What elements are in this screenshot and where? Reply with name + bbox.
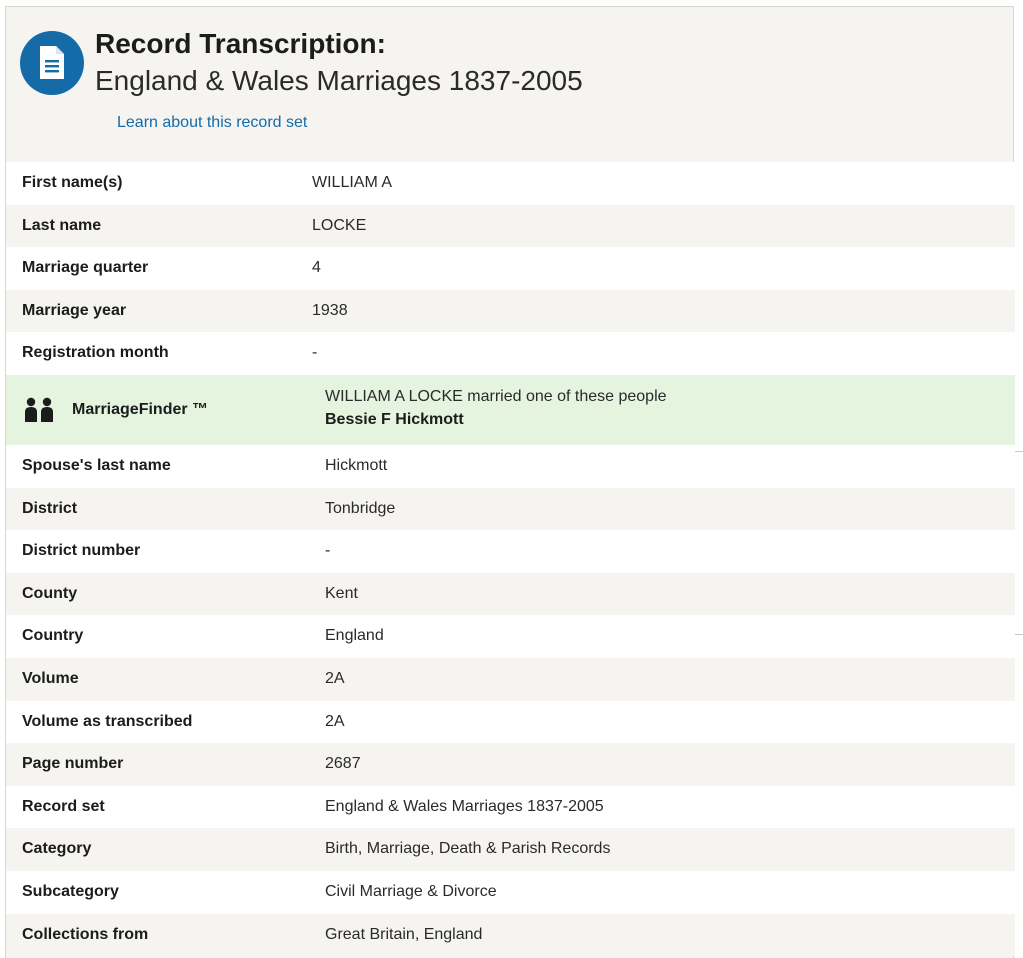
field-label: Collections from bbox=[22, 925, 149, 943]
table-row bbox=[6, 488, 1015, 531]
table-row bbox=[6, 573, 1015, 616]
table-row bbox=[6, 914, 1015, 957]
field-label: Marriage year bbox=[22, 301, 127, 319]
marriage-finder-spouse-link[interactable]: Bessie F Hickmott bbox=[325, 410, 464, 428]
field-value: Kent bbox=[325, 584, 358, 602]
table-row bbox=[6, 701, 1015, 744]
edge-divider-mark bbox=[1015, 451, 1023, 452]
record-header bbox=[6, 7, 1015, 162]
table-row bbox=[6, 205, 1015, 248]
table-row bbox=[6, 162, 1015, 205]
marriage-finder-row bbox=[6, 375, 1015, 445]
field-label: District number bbox=[22, 542, 141, 560]
field-value: 2A bbox=[325, 669, 345, 687]
table-row bbox=[6, 247, 1015, 290]
field-label: Volume as transcribed bbox=[22, 712, 193, 730]
field-value: WILLIAM A bbox=[312, 174, 393, 191]
record-set-title: England & Wales Marriages 1837-2005 bbox=[95, 65, 583, 96]
field-label: First name(s) bbox=[22, 174, 123, 191]
field-label: Marriage quarter bbox=[22, 259, 149, 277]
field-label: Registration month bbox=[22, 344, 169, 362]
marriage-finder-label: MarriageFinder ™ bbox=[72, 400, 209, 418]
page-title: Record Transcription: bbox=[95, 28, 386, 59]
field-value: England bbox=[325, 627, 384, 645]
field-label: Page number bbox=[22, 755, 124, 773]
couple-icon bbox=[24, 397, 54, 423]
field-value: 1938 bbox=[312, 301, 348, 319]
field-label: District bbox=[22, 499, 78, 517]
field-label: Subcategory bbox=[22, 882, 119, 900]
field-label: Country bbox=[22, 627, 84, 645]
table-row bbox=[6, 530, 1015, 573]
field-value: Tonbridge bbox=[325, 499, 396, 517]
field-label: Last name bbox=[22, 216, 102, 234]
record-details-table bbox=[6, 162, 1015, 956]
table-row bbox=[6, 871, 1015, 914]
field-value: LOCKE bbox=[312, 216, 367, 234]
field-label: Category bbox=[22, 840, 92, 858]
field-label: Spouse's last name bbox=[22, 456, 171, 474]
field-value: 2687 bbox=[325, 755, 361, 773]
edge-divider-mark bbox=[1015, 634, 1023, 635]
field-value: Hickmott bbox=[325, 456, 388, 474]
field-value: Great Britain, England bbox=[325, 925, 483, 943]
field-label: Volume bbox=[22, 669, 79, 687]
field-value: 2A bbox=[325, 712, 345, 730]
table-row bbox=[6, 332, 1015, 375]
table-row bbox=[6, 615, 1015, 658]
field-label: Record set bbox=[22, 797, 105, 815]
table-row bbox=[6, 658, 1015, 701]
field-value: - bbox=[312, 344, 318, 362]
marriage-finder-text: WILLIAM A LOCKE married one of these people bbox=[325, 387, 667, 405]
field-value: Civil Marriage & Divorce bbox=[325, 882, 497, 900]
learn-about-record-set-link[interactable]: Learn about this record set bbox=[117, 114, 308, 131]
table-row bbox=[6, 290, 1015, 333]
table-row bbox=[6, 828, 1015, 871]
table-row bbox=[6, 743, 1015, 786]
table-row bbox=[6, 786, 1015, 829]
field-value: England & Wales Marriages 1837-2005 bbox=[325, 797, 604, 815]
field-label: County bbox=[22, 584, 78, 602]
field-value: - bbox=[325, 542, 331, 560]
field-value: Birth, Marriage, Death & Parish Records bbox=[325, 840, 611, 858]
table-row bbox=[6, 445, 1015, 488]
document-icon bbox=[20, 31, 84, 95]
field-value: 4 bbox=[312, 259, 321, 277]
record-transcription-panel bbox=[5, 6, 1014, 958]
